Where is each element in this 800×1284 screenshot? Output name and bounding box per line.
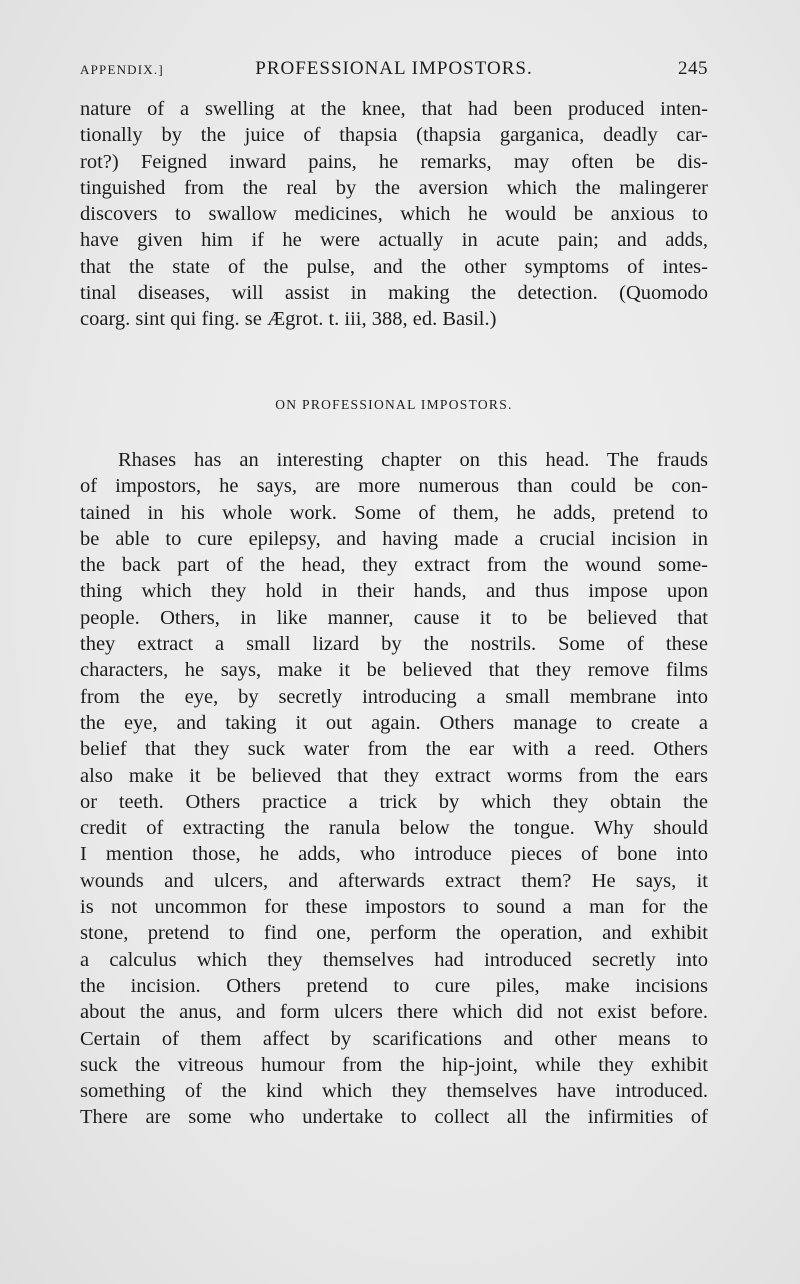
- text-line: I mention those, he adds, who introduce pieces of bone into: [80, 843, 708, 866]
- text-line: nature of a swelling at the knee, that had been produced inten-: [80, 98, 708, 120]
- text-line: tained in his whole work. Some of them, he adds, pretend to: [80, 501, 708, 524]
- header-section-label: APPENDIX.]: [80, 62, 164, 77]
- text-line: the incision. Others pretend to cure piles, make incisions: [80, 974, 708, 997]
- text-line: There are some who undertake to collect all the infirmities of: [80, 1106, 708, 1129]
- text-line: Certain of them affect by scarifications and other means to: [80, 1027, 708, 1050]
- text-line: belief that they suck water from the ear with a reed. Others: [80, 738, 708, 761]
- text-line: of impostors, he says, are more numerous than could be con-: [80, 475, 708, 498]
- text-line: about the anus, and form ulcers there which did not exist before.: [80, 1001, 708, 1024]
- text-line: is not uncommon for these impostors to sound a man for the: [80, 896, 708, 919]
- text-line: characters, he says, make it be believed that they remove films: [80, 659, 708, 682]
- text-line: something of the kind which they themselves have introduced.: [80, 1080, 708, 1103]
- text-line: the eye, and taking it out again. Others manage to create a: [80, 711, 708, 734]
- text-line: tionally by the juice of thapsia (thapsia garganica, deadly car-: [80, 124, 708, 147]
- text-line: tinal diseases, will assist in making the detection. (Quomodo: [80, 282, 708, 305]
- text-line: a calculus which they themselves had introduced secretly into: [80, 948, 708, 971]
- text-line: they extract a small lizard by the nostrils. Some of these: [80, 633, 708, 656]
- paragraph-rhases: [80, 447, 708, 1131]
- text-line: or teeth. Others practice a trick by which they obtain the: [80, 790, 708, 813]
- page-number: 245: [678, 58, 708, 79]
- text-line: Rhases has an interesting chapter on this head. The frauds: [118, 449, 708, 471]
- text-line: also make it be believed that they extract worms from the ears: [80, 764, 708, 787]
- running-header: [80, 58, 708, 84]
- text-line: rot?) Feigned inward pains, he remarks, may often be dis-: [80, 150, 708, 173]
- text-line: wounds and ulcers, and afterwards extract them? He says, it: [80, 869, 708, 892]
- paragraph-continued: [80, 96, 708, 333]
- text-line: discovers to swallow medicines, which he would be anxious to: [80, 203, 708, 226]
- text-line: people. Others, in like manner, cause it to be believed that: [80, 606, 708, 629]
- text-line: coarg. sint qui fing. se Ægrot. t. iii, 388, ed. Basil.): [80, 308, 497, 331]
- section-heading: ON PROFESSIONAL IMPOSTORS.: [275, 397, 513, 412]
- text-line: from the eye, by secretly introducing a small membrane into: [80, 685, 708, 708]
- text-line: have given him if he were actually in acute pain; and adds,: [80, 229, 708, 252]
- text-line: suck the vitreous humour from the hip-joint, while they exhibit: [80, 1053, 708, 1076]
- header-title: PROFESSIONAL IMPOSTORS.: [255, 58, 533, 79]
- text-line: that the state of the pulse, and the other symptoms of intes-: [80, 255, 708, 278]
- text-line: the back part of the head, they extract from the wound some-: [80, 554, 708, 577]
- text-line: be able to cure epilepsy, and having made a crucial incision in: [80, 527, 708, 550]
- text-line: thing which they hold in their hands, and thus impose upon: [80, 580, 708, 603]
- text-line: stone, pretend to find one, perform the operation, and exhibit: [80, 922, 708, 945]
- text-line: credit of extracting the ranula below the tongue. Why should: [80, 817, 708, 840]
- text-line: tinguished from the real by the aversion which the malingerer: [80, 176, 708, 199]
